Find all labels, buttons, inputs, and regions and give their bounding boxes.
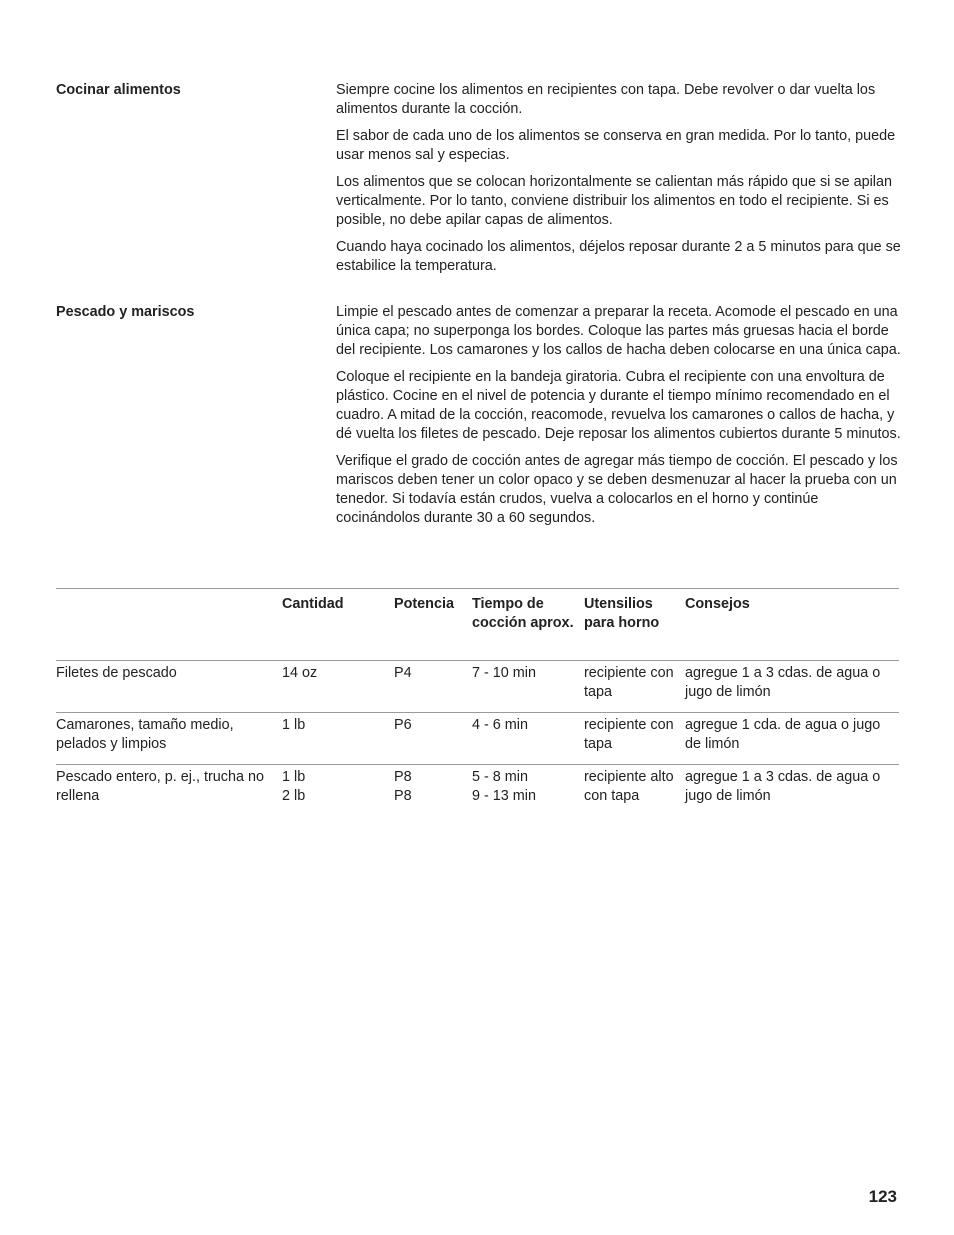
cooking-table: [56, 588, 899, 816]
cell-food: Pescado entero, p. ej., trucha no rellena: [56, 769, 264, 804]
cell-tiempo: 7 - 10 min: [472, 665, 536, 681]
cell-line: P8: [394, 788, 412, 804]
cell-line: 1 lb: [282, 769, 306, 785]
cell-potencia: P6: [394, 717, 412, 733]
paragraph: El sabor de cada uno de los alimentos se conserva en gran medida. Por lo tanto, puede usar menos sal y especias.: [336, 128, 896, 163]
table-row: [56, 765, 899, 817]
section-body: [336, 303, 902, 536]
cell-food: Camarones, tamaño medio, pelados y limpios: [56, 717, 234, 752]
cell-utensilios: recipiente alto con tapa: [584, 769, 674, 804]
cell-line: 9 - 13 min: [472, 788, 536, 804]
cell-line: P8: [394, 769, 412, 785]
cell-potencia: P4: [394, 665, 412, 681]
cell-line: 5 - 8 min: [472, 769, 528, 785]
cell-cantidad: 1 lb: [282, 717, 306, 733]
cell-tiempo: [472, 765, 584, 817]
header-utensilios: Utensilios para horno: [584, 596, 660, 631]
cell-utensilios: recipiente con tapa: [584, 665, 674, 700]
cell-potencia: [394, 765, 472, 817]
paragraph: Limpie el pescado antes de comenzar a preparar la receta. Acomode el pescado en una única capa; no superponga los bordes. Coloque las partes más gruesas hacia el borde del recipiente. Los camarones y los callos de hacha deben colocarse en una única capa.: [336, 304, 901, 358]
header-food: [56, 589, 282, 661]
cell-tiempo: 4 - 6 min: [472, 717, 528, 733]
table-row: [56, 713, 899, 765]
page-number: 123: [868, 1187, 897, 1206]
cell-cantidad: [282, 765, 394, 817]
cell-consejos: agregue 1 a 3 cdas. de agua o jugo de limón: [685, 769, 881, 804]
paragraph: Verifique el grado de cocción antes de agregar más tiempo de cocción. El pescado y los mariscos deben tener un color opaco y se deben desmenuzar al hacer la prueba con un tenedor. Si todavía están crudos, vuelva a colocarlos en el horno y continúe cocinándolos durante 30 a 60 segundos.: [336, 453, 898, 526]
paragraph: Coloque el recipiente en la bandeja giratoria. Cubra el recipiente con una envoltura de plástico. Cocine en el nivel de potencia y durante el tiempo mínimo recomendado en el cuadro. A mitad de la cocción, reacomode, revuelva los camarones o callos de hacha, y dé vuelta los filetes de pescado. Deje reposar los alimentos cubiertos durante 5 minutos.: [336, 369, 901, 442]
header-potencia: Potencia: [394, 596, 454, 612]
cell-consejos: agregue 1 a 3 cdas. de agua o jugo de limón: [685, 665, 881, 700]
paragraph: Los alimentos que se colocan horizontalmente se calientan más rápido que si se apilan verticalmente. Por lo tanto, conviene distribuir los alimentos en todo el recipiente. Si es posible, no debe apilar capas de alimentos.: [336, 174, 892, 228]
header-tiempo: Tiempo de cocción aprox.: [472, 596, 574, 631]
header-cantidad: Cantidad: [282, 596, 344, 612]
cell-food: Filetes de pescado: [56, 665, 177, 681]
cell-line: 2 lb: [282, 788, 306, 804]
header-consejos: Consejos: [685, 596, 750, 612]
section-body: [336, 81, 902, 284]
table-header-row: [56, 589, 899, 661]
table-row: [56, 661, 899, 713]
paragraph: Siempre cocine los alimentos en recipientes con tapa. Debe revolver o dar vuelta los alimentos durante la cocción.: [336, 82, 876, 117]
cell-cantidad: 14 oz: [282, 665, 318, 681]
paragraph: Cuando haya cocinado los alimentos, déjelos reposar durante 2 a 5 minutos para que se estabilice la temperatura.: [336, 239, 901, 274]
cell-consejos: agregue 1 cda. de agua o jugo de limón: [685, 717, 881, 752]
section-title: Pescado y mariscos: [56, 304, 195, 320]
cell-utensilios: recipiente con tapa: [584, 717, 674, 752]
section-title: Cocinar alimentos: [56, 82, 181, 98]
